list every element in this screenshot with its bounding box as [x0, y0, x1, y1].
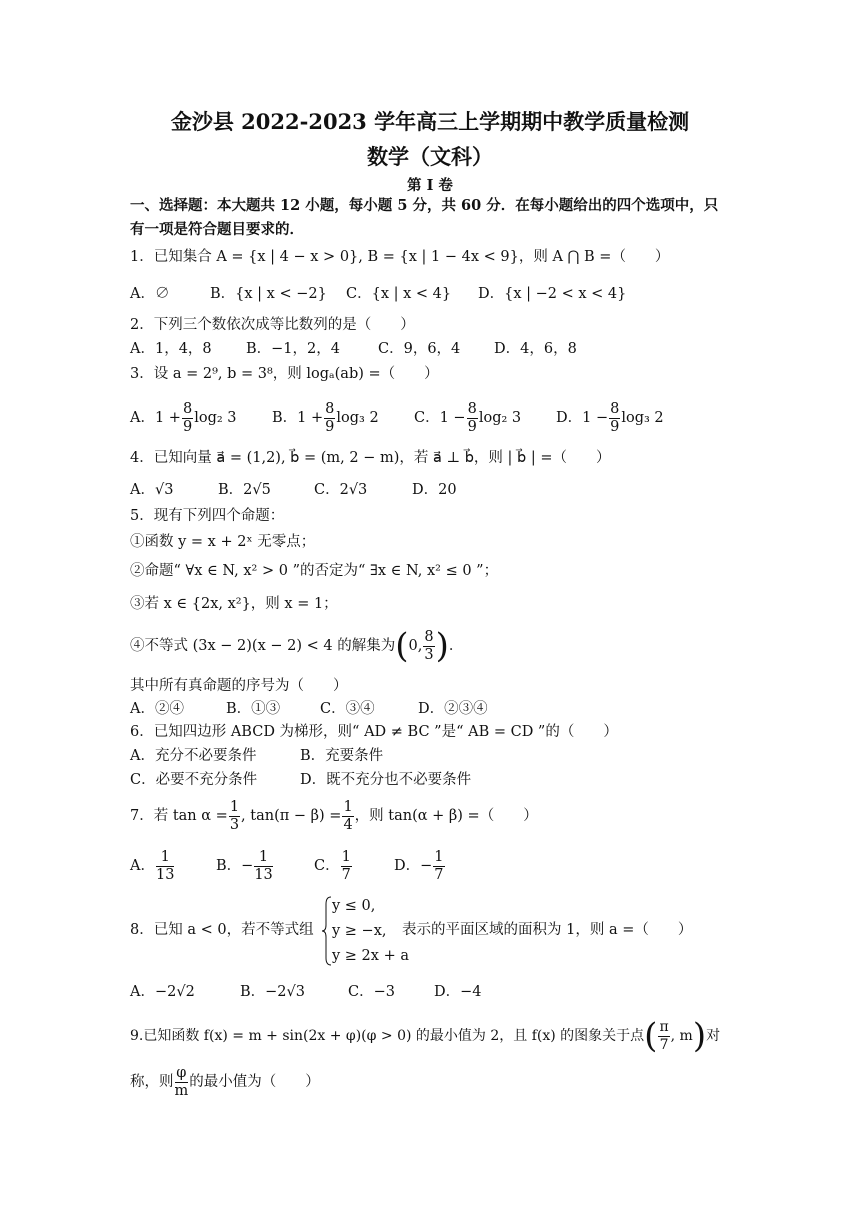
q5-proposition-3: ③若 x ∈ {2x, x²}，则 x = 1；	[130, 596, 338, 612]
q6-option-c: C．必要不充分条件	[130, 772, 258, 788]
q6-options-row1	[130, 746, 383, 766]
q8-option-d: D．−4	[434, 984, 482, 1000]
q3-option-b: B．1 + $\frac{8}{9}$ log₃ 2	[272, 400, 379, 435]
q7-option-b: B．− $\frac{1}{13}$	[216, 848, 273, 883]
q7-option-d: D．− $\frac{1}{7}$	[394, 848, 444, 883]
q6-stem: 6．已知四边形 ABCD 为梯形，则“ AD ≠ BC ”是“ AB = CD ”的（ ）	[130, 724, 618, 740]
q5-question: 其中所有真命题的序号为（ ）	[130, 678, 348, 694]
q7-option-a: A． $\frac{1}{13}$	[130, 848, 175, 883]
q2-option-a: A．1，4，8	[130, 341, 212, 357]
q7-options	[130, 846, 446, 886]
q5-proposition-1: ①函数 y = x + 2ˣ 无零点；	[130, 534, 316, 550]
q5-proposition-2: ②命题“ ∀x ∈ N, x² > 0 ”的否定为“ ∃x ∈ N, x² ≤ 0 ”；	[130, 563, 499, 579]
q4-options	[130, 480, 457, 500]
q1-option-c: C．{x | x < 4}	[346, 286, 452, 302]
q8-system-line-2: y ≥ −x,	[332, 923, 387, 939]
q8-stem-post: 表示的平面区域的面积为 1，则 a =（ ）	[402, 922, 693, 938]
q2-option-c: C．9，6，4	[378, 341, 461, 357]
q4-option-d: D．20	[412, 482, 457, 498]
q8-system-line-3: y ≥ 2x + a	[332, 948, 409, 964]
q6-option-d: D．既不充分也不必要条件	[300, 772, 472, 788]
system-brace	[322, 896, 332, 966]
q3-option-c: C．1 − $\frac{8}{9}$ log₂ 3	[414, 400, 522, 435]
q5-option-c: C．③④	[320, 701, 375, 717]
section-instruction-line2: 有一项是符合题目要求的．	[130, 221, 304, 238]
q3-options	[130, 398, 664, 438]
exam-subtitle: 数学（文科）	[367, 144, 493, 169]
q9-stem-line2: 称，则 $\frac{\varphi}{m}$ 的最小值为（ ）	[130, 1064, 320, 1099]
q8-option-c: C．−3	[348, 984, 395, 1000]
q8-system-line-1: y ≤ 0,	[332, 898, 376, 914]
q2-option-d: D．4，6，8	[494, 341, 577, 357]
q1-options	[130, 284, 626, 304]
q3-option-a: A．1 + $\frac{8}{9}$ log₂ 3	[130, 400, 237, 435]
q2-stem: 2．下列三个数依次成等比数列的是（ ）	[130, 317, 415, 333]
q2-option-b: B．−1，2，4	[246, 341, 340, 357]
section-instruction-line1: 一、选择题：本大题共 12 小题，每小题 5 分，共 60 分．在每小题给出的四个选项中，只	[130, 197, 719, 214]
part-label: 第 I 卷	[407, 177, 453, 194]
q3-option-d: D．1 − $\frac{8}{9}$ log₃ 2	[556, 400, 664, 435]
q6-options-row2	[130, 770, 471, 790]
q4-option-b: B．2√5	[218, 482, 271, 498]
q7-stem: 7．若 tan α = $\frac{1}{3}$ , tan(π − β) = $\frac{1}{4}$ ，则 tan(α + β) =（ ）	[130, 798, 538, 833]
q8-stem-pre: 8．已知 a < 0，若不等式组	[130, 922, 314, 938]
q3-stem: 3．设 a = 2⁹, b = 3⁸，则 logₐ(ab) =（ ）	[130, 366, 439, 382]
q1-option-d: D．{x | −2 < x < 4}	[478, 286, 627, 302]
q6-option-a: A．充分不必要条件	[130, 748, 257, 764]
q8-option-a: A．−2√2	[130, 984, 195, 1000]
q1-stem: 1．已知集合 A = {x | 4 − x > 0}, B = {x | 1 − 4x < 9}，则 A ⋂ B =（ ）	[130, 249, 670, 265]
q7-option-c: C． $\frac{1}{7}$	[314, 848, 351, 883]
q1-option-b: B．{x | x < −2}	[210, 286, 327, 302]
q5-option-d: D．②③④	[418, 701, 488, 717]
q8-option-b: B．−2√3	[240, 984, 305, 1000]
q8-options	[130, 982, 482, 1002]
q1-option-a: A．∅	[130, 286, 170, 302]
exam-title: 金沙县 2022-2023 学年高三上学期期中教学质量检测	[170, 109, 690, 134]
q4-option-a: A．√3	[130, 482, 174, 498]
q9-stem: 9.已知函数 f(x) = m + sin(2x + φ)(φ > 0) 的最小值为 2，且 f(x) 的图象关于点( $\frac{\pi}{7}$ , m)对	[130, 1016, 721, 1056]
q5-option-a: A．②④	[130, 701, 184, 717]
q5-options	[130, 699, 488, 719]
q5-proposition-4: ④不等式 (3x − 2)(x − 2) < 4 的解集为(0, $\frac{8}{3}$ )．	[130, 626, 464, 666]
q4-stem: 4．已知向量 a⃗ = (1,2), b⃗ = (m, 2 − m)，若 a⃗ ⊥ b⃗，则 | b⃗ | =（ ）	[130, 450, 611, 466]
q5-option-b: B．①③	[226, 701, 281, 717]
q2-options	[130, 339, 577, 359]
q4-option-c: C．2√3	[314, 482, 368, 498]
q5-stem: 5．现有下列四个命题：	[130, 508, 285, 524]
q6-option-b: B．充要条件	[300, 748, 384, 764]
